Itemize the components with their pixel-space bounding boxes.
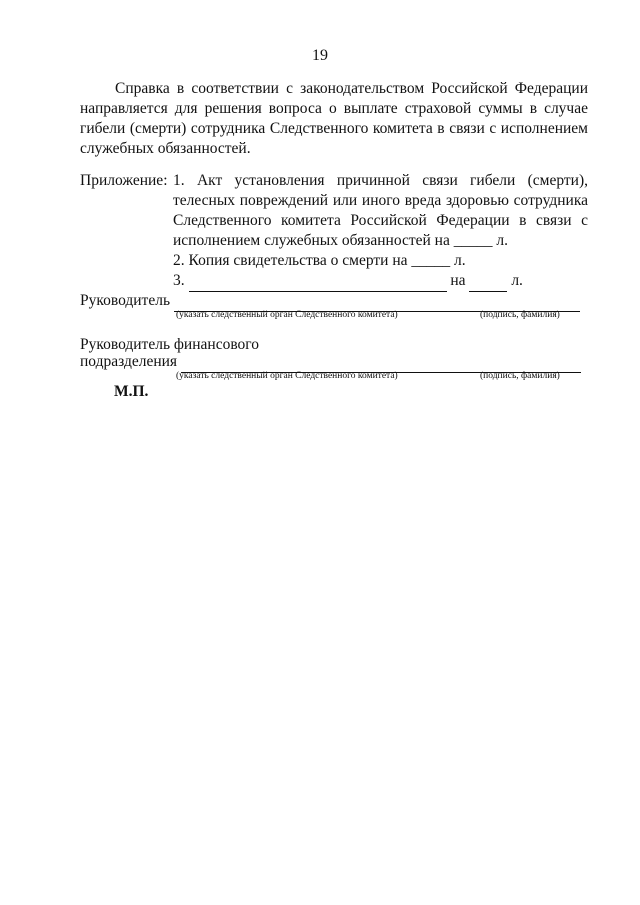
head-label: Руководитель <box>80 292 171 309</box>
head-caption-sign: (подпись, фамилия) <box>480 310 560 320</box>
body-paragraph: Справка в соответствии с законодательством Российской Федерации направляется для решения вопроса о выплате страховой суммы в случае гибели (смерти) сотрудника Следственного комитета в связи с исполнением служебных обязанностей. <box>80 80 588 157</box>
finance-caption-sign: (подпись, фамилия) <box>480 371 560 381</box>
attachment-item-3-pages-unit: л. <box>511 272 523 289</box>
finance-label-line2: подразделения <box>80 353 178 370</box>
attachment-item-3 <box>173 271 588 292</box>
head-caption-organ: (указать следственный орган Следственного комитета) <box>176 310 398 320</box>
attachment-item-3-blank <box>189 271 447 292</box>
finance-signature-blank <box>181 352 581 373</box>
attachment-item-1: 1. Акт установления причинной связи гибели (смерти), телесных повреждений или иного вреда здоровью сотрудника Следственного комитета Российской Федерации в связи с исполнением служебных обязанностей на _____ л. <box>173 172 588 249</box>
stamp-place: М.П. <box>114 383 149 400</box>
attachment-item-2: 2. Копия свидетельства о смерти на _____ л. <box>173 252 466 269</box>
attachment-item-3-number: 3. <box>173 272 185 289</box>
head-signature-line <box>80 291 580 312</box>
finance-caption-organ: (указать следственный орган Следственного комитета) <box>176 371 398 381</box>
attachments-list <box>173 171 588 292</box>
attachments-label: Приложение: <box>80 172 168 189</box>
finance-label-line1: Руководитель финансового <box>80 336 260 353</box>
attachment-item-3-pages-blank <box>469 271 507 292</box>
finance-signature-line <box>80 352 581 373</box>
head-signature-blank <box>174 291 580 312</box>
attachment-item-3-on: на <box>450 272 466 289</box>
page-number: 19 <box>312 47 328 64</box>
